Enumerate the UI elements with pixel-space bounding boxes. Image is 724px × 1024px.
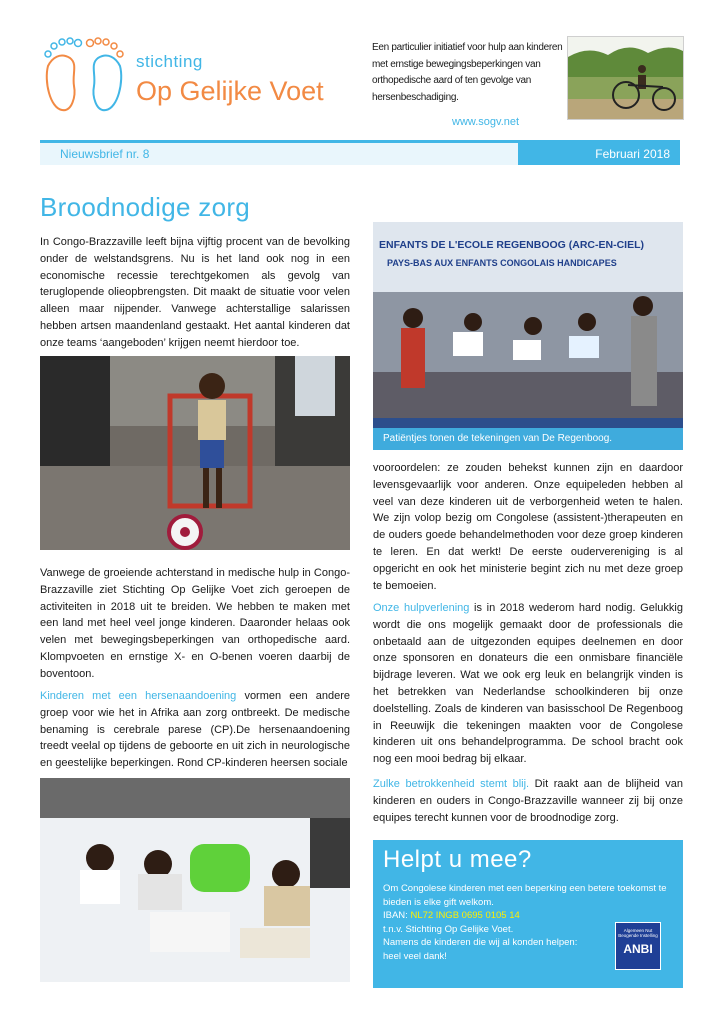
photo-patients-drawings [373, 222, 683, 450]
paragraph-cp [40, 688, 350, 772]
iban-label: IBAN: [383, 910, 411, 921]
website-link[interactable]: www.sogv.net [452, 116, 520, 128]
paragraph-aid-text: is in 2018 wederom hard nodig. Gelukkig wordt die ons mogelijk gemaakt door de professionals die onbetaald aan de uitgezonden equipes deelnemen en door onze sponsoren en donateurs die een onmisbare financiële bijdrage leveren. Wat we ook erg leuk en belangrijk vinden is het betrekken van Nederlandse schoolkinderen bij onze doelstelling. Zoals de kinderen van basisschool De Regenboog in Reeuwijk die tekeningen maakten voor de Congolese kinderen uit ons behandelprogramma. De school bracht ook nog een mooi bedrag bij elkaar. [373, 602, 683, 766]
photo-caption: Patiëntjes tonen de tekeningen van De Regenboog. [373, 428, 683, 450]
paragraph-prejudice: vooroordelen: ze zouden behekst kunnen zijn en daardoor levensgevaarlijk voor anderen. Onze equipeleden hebben al veel van deze kinderen uit de verborgenheid weten te halen. We zijn volop bezig om Congolese (assistent-)therapeuten en de ouders goede behandelmethoden voor deze groep kinderen te leren. En dat werkt! De eerste oudervereniging is al opgericht en ook het ministerie begint zich nu met deze groep te bemoeien. [373, 462, 683, 592]
anbi-subtext: Algemeen Nut Beogende Instelling [618, 928, 658, 938]
donation-title: Helpt u mee? [383, 846, 532, 873]
highlight-hulpverlening: Onze hulpverlening [373, 602, 470, 614]
logo [40, 36, 340, 116]
photo-children-bed [40, 778, 350, 982]
paragraph-aid [373, 600, 683, 768]
issue-number: Nieuwsbrief nr. 8 [60, 147, 150, 161]
issue-date: Februari 2018 [518, 143, 680, 165]
paragraph-involvement [373, 776, 683, 826]
newsletter-banner [40, 143, 680, 165]
article-title: Broodnodige zorg [40, 192, 251, 222]
anbi-label: ANBI [623, 942, 653, 956]
highlight-hersenaandoening: Kinderen met een hersenaandoening [40, 690, 237, 702]
footprints-logo-icon [40, 36, 132, 116]
iban-line [383, 909, 673, 923]
donation-box [373, 840, 683, 988]
paragraph-involvement-text: Dit raakt aan de blijheid van kinderen en ouders in Congo-Brazzaville wanneer zij bij onze equipes terecht kunnen voor de broodnodige zorg. [373, 778, 683, 824]
photo-banner-text-1: ENFANTS DE L'ECOLE REGENBOOG (ARC-EN-CIEL) [379, 239, 645, 251]
paragraph-cp-text: vormen een andere groep voor wie het in Afrika aan zorg ontbreekt. De medische benaming is cerebrale parese (CP).De hersenaandoening treedt veelal op tijdens de geboorte en uit zich in neurologische en geestelijke beperkingen. Rond CP-kinderen heersen sociale [40, 690, 351, 770]
header-photo [567, 36, 684, 120]
account-holder: t.n.v. Stichting Op Gelijke Voet. [383, 923, 514, 935]
donation-intro: Om Congolese kinderen met een beperking een betere toekomst te bieden is elke gift welkom. [383, 883, 667, 908]
iban-value: NL72 INGB 0695 0105 14 [410, 910, 520, 921]
photo-banner-text-2: PAYS-BAS AUX ENFANTS CONGOLAIS HANDICAPES [387, 258, 617, 268]
logo-name: Op Gelijke Voet [136, 76, 324, 106]
highlight-betrokkenheid: Zulke betrokkenheid stemt blij. [373, 778, 530, 790]
paragraph-activities: Vanwege de groeiende achterstand in medische hulp in Congo-Brazzaville ziet Stichting Op Gelijke Voet zich geroepen de activiteiten in 2018 uit te breiden. We hebben te maken met een land met heel veel jonge kinderen. Daaronder helaas ook velen met bewegingsbeperkingen van orthopedische aard. Klompvoeten en ernstige X- en O-benen voeren daarbij de boventoon. [40, 567, 350, 680]
anbi-badge [615, 922, 661, 970]
thanks-line-2: heel veel dank! [383, 950, 447, 962]
tagline: Een particulier initiatief voor hulp aan kinderen met ernstige bewegingsbeperkingen van orthopedische aard of ten gevolge van hersenbeschadiging. [372, 42, 563, 103]
photo-child-walker [40, 356, 350, 550]
thanks-line-1: Namens de kinderen die wij al konden helpen: [383, 937, 578, 948]
paragraph-intro: In Congo-Brazzaville leeft bijna vijftig procent van de bevolking onder de welstandsgrens. Nu is het land ook nog in een economische recessie terechtgekomen als gevolg van teruglopende olieopbrengsten. Dit maakt de situatie voor velen alleen maar nijpender. Vanwege achterstallige salarissen hebben artsen maandenland gestaakt. Het aantal kinderen dat onze teams ‘aangeboden’ krijgen neemt hierdoor toe. [40, 236, 350, 349]
logo-prefix: stichting [136, 52, 203, 71]
